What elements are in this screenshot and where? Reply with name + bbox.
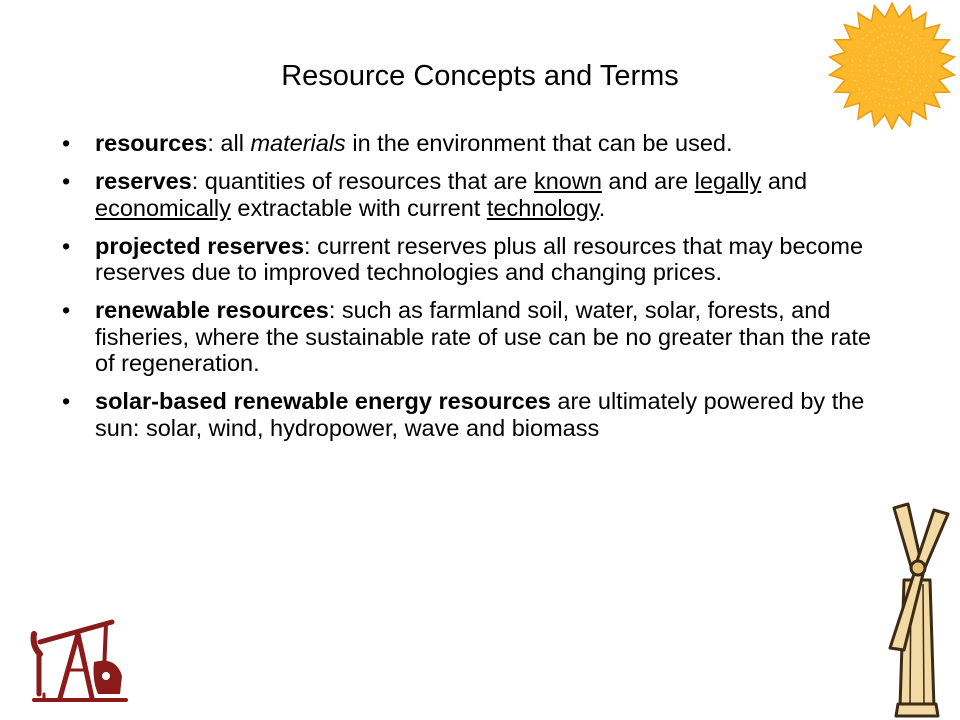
bullet-item: [62, 297, 892, 377]
bullet-text: : such as farmland soil, water, solar, forests, and fisheries, where the sustainable rate of use can be no greater than the rate of regeneration.: [95, 297, 871, 376]
bullet-text: and: [761, 168, 808, 194]
bullet-text: and are: [601, 168, 695, 194]
bullet-text: technology: [486, 194, 599, 221]
sun-icon: [828, 2, 956, 130]
bullet-text: .: [598, 194, 606, 221]
slide-title: Resource Concepts and Terms: [281, 60, 679, 92]
bullet-dot: •: [62, 168, 71, 194]
bullet-item: [62, 388, 892, 441]
windmill-icon: [878, 500, 958, 720]
bullet-text: : quantities of resources that are: [191, 168, 534, 194]
term-label: resources: [95, 130, 208, 156]
bullet-dot: •: [62, 130, 71, 156]
bullet-dot: •: [62, 232, 71, 259]
bullet-text: known: [533, 168, 602, 194]
term-label: reserves: [95, 168, 192, 194]
bullet-text: economically: [95, 194, 231, 221]
bullet-dot: •: [62, 388, 71, 414]
bullet-text: : current reserves plus all resources that may become reserves due to improved technologies and changing prices.: [95, 232, 864, 285]
bullet-dot: •: [62, 297, 71, 323]
bullet-text: are ultimately powered by the sun: solar, wind, hydropower, wave and biomass: [95, 388, 865, 441]
bullet-text: legally: [694, 168, 762, 194]
term-label: solar-based renewable energy resources: [95, 388, 551, 414]
bullet-list: [62, 130, 892, 453]
bullet-item: [62, 233, 892, 286]
bullet-text: materials: [250, 130, 346, 156]
bullet-item: [62, 130, 892, 157]
term-label: renewable resources: [95, 297, 329, 323]
bullet-text: : all: [207, 130, 251, 156]
bullet-text: extractable with current: [230, 194, 487, 221]
term-label: projected reserves: [95, 232, 305, 259]
bullet-item: [62, 168, 892, 221]
oil-pump-icon: [30, 614, 130, 706]
bullet-text: in the environment that can be used.: [345, 130, 733, 156]
